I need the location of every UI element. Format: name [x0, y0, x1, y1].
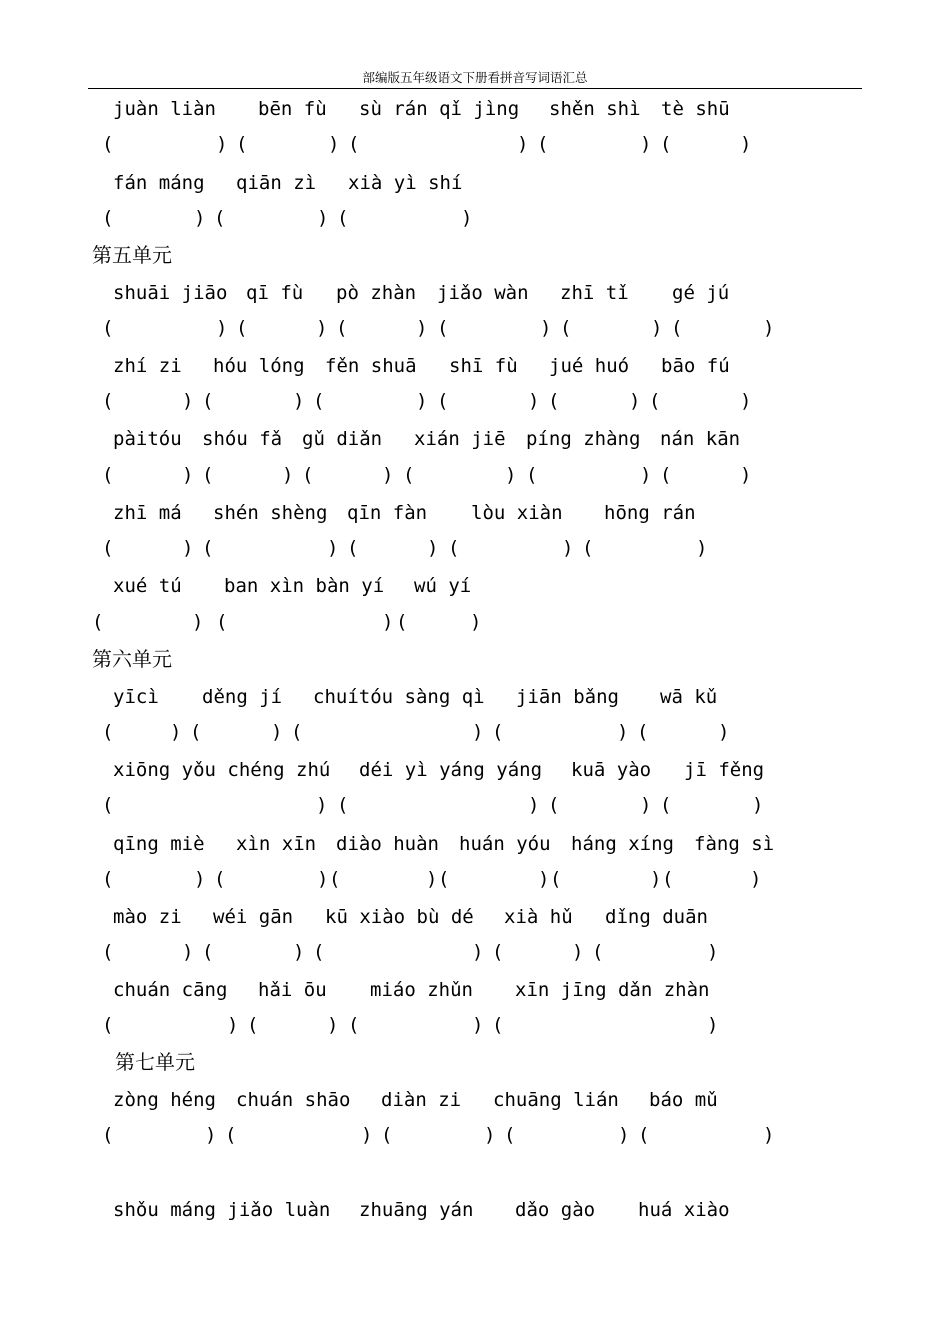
answer-box-close: ) [763, 1124, 775, 1146]
answer-box-close: ) [382, 464, 394, 486]
answer-box-close: ) [472, 941, 484, 963]
pinyin-word: xìn xīn [236, 833, 317, 855]
pinyin-word: zhuāng yán [359, 1199, 474, 1221]
answer-box-close: ) [696, 537, 708, 559]
answer-box-close: ) [293, 941, 305, 963]
pinyin-word: diào huàn [336, 833, 439, 855]
pinyin-word: pàitóu [113, 428, 182, 450]
pinyin-word: dǎo gào [515, 1199, 596, 1221]
answer-box-open: ( [214, 207, 226, 229]
pinyin-word: háng xíng [571, 833, 674, 855]
answer-box-close: ) [182, 464, 194, 486]
answer-box-open: ( [448, 537, 460, 559]
pinyin-word: chuán cāng [113, 979, 228, 1001]
answer-box-close: ) [517, 133, 529, 155]
answer-box-open: ( [438, 868, 450, 890]
pinyin-word: huán yóu [459, 833, 551, 855]
answer-box-open: ( [214, 868, 226, 890]
answer-box-close: ) [707, 1014, 719, 1036]
pinyin-word: zhī má [113, 502, 182, 524]
pinyin-word: xīn jīng dǎn zhàn [515, 979, 710, 1001]
answer-box-close: ) [470, 611, 482, 633]
pinyin-word: juàn liàn [113, 98, 216, 120]
pinyin-word: qī fù [246, 282, 304, 304]
answer-box-close: ) [572, 941, 584, 963]
answer-box-open: ( [396, 611, 408, 633]
answer-box-close: ) [416, 317, 428, 339]
pinyin-word: shěn shì [549, 98, 641, 120]
answer-box-open: ( [102, 868, 114, 890]
pinyin-word: bāo fú [661, 355, 730, 377]
answer-box-close: ) [472, 721, 484, 743]
pinyin-word: shén shèng [213, 502, 328, 524]
pinyin-word: shóu fǎ [202, 428, 283, 450]
answer-box-open: ( [437, 317, 449, 339]
pinyin-word: děng jí [202, 686, 283, 708]
answer-box-open: ( [550, 868, 562, 890]
answer-box-close: ) [640, 794, 652, 816]
pinyin-word: xué tú [113, 575, 182, 597]
pinyin-word: pò zhàn [336, 282, 417, 304]
answer-box-open: ( [671, 317, 683, 339]
answer-box-close: ) [427, 537, 439, 559]
answer-box-open: ( [202, 941, 214, 963]
answer-box-open: ( [381, 1124, 393, 1146]
answer-box-open: ( [638, 1124, 650, 1146]
pinyin-word: xià yì shí [348, 172, 463, 194]
pinyin-word: xiōng yǒu chéng zhú [113, 759, 331, 781]
answer-box-open: ( [313, 941, 325, 963]
answer-box-open: ( [216, 611, 228, 633]
answer-box-close: ) [718, 721, 730, 743]
answer-box-open: ( [291, 721, 303, 743]
answer-box-open: ( [637, 721, 649, 743]
pinyin-word: diàn zi [381, 1089, 462, 1111]
answer-box-open: ( [102, 464, 114, 486]
answer-box-close: ) [316, 317, 328, 339]
pinyin-word: chuítóu sàng qì [313, 686, 485, 708]
answer-box-close: ) [650, 868, 662, 890]
unit-heading: 第七单元 [115, 1050, 195, 1074]
answer-box-open: ( [313, 390, 325, 412]
pinyin-word: tè shū [661, 98, 730, 120]
answer-box-close: ) [617, 721, 629, 743]
pinyin-word: hōng rán [604, 502, 696, 524]
answer-box-close: ) [629, 390, 641, 412]
answer-box-close: ) [205, 1124, 217, 1146]
answer-box-close: ) [327, 537, 339, 559]
pinyin-word: déi yì yáng yáng [359, 759, 543, 781]
pinyin-word: chuán shāo [236, 1089, 351, 1111]
answer-box-open: ( [302, 464, 314, 486]
answer-box-close: ) [194, 207, 206, 229]
answer-box-close: ) [170, 721, 182, 743]
answer-box-open: ( [560, 317, 572, 339]
pinyin-word: wú yí [414, 575, 472, 597]
answer-box-open: ( [190, 721, 202, 743]
answer-box-open: ( [649, 390, 661, 412]
pinyin-word: ban xìn bàn yí [224, 575, 385, 597]
answer-box-open: ( [202, 464, 214, 486]
pinyin-word: gǔ diǎn [302, 428, 383, 450]
answer-box-close: ) [750, 868, 762, 890]
answer-box-close: ) [282, 464, 294, 486]
pinyin-word: xià hǔ [504, 906, 573, 928]
pinyin-word: shuāi jiāo [113, 282, 228, 304]
answer-box-close: ) [328, 133, 340, 155]
answer-box-close: ) [216, 133, 228, 155]
answer-box-close: ) [271, 721, 283, 743]
answer-box-close: ) [505, 464, 517, 486]
answer-box-close: ) [740, 390, 752, 412]
answer-box-close: ) [640, 133, 652, 155]
pinyin-word: huá xiào [638, 1199, 730, 1221]
pinyin-word: bēn fù [258, 98, 327, 120]
pinyin-word: dǐng duān [605, 906, 708, 928]
pinyin-word: fěn shuā [325, 355, 417, 377]
pinyin-word: hǎi ōu [258, 979, 327, 1001]
answer-box-open: ( [548, 390, 560, 412]
answer-box-close: ) [528, 794, 540, 816]
answer-box-close: ) [472, 1014, 484, 1036]
pinyin-word: jué huó [549, 355, 630, 377]
answer-box-close: ) [382, 611, 394, 633]
answer-box-open: ( [492, 1014, 504, 1036]
answer-box-close: ) [327, 1014, 339, 1036]
answer-box-close: ) [317, 207, 329, 229]
answer-box-open: ( [492, 721, 504, 743]
answer-box-open: ( [537, 133, 549, 155]
pinyin-word: chuāng lián [493, 1089, 619, 1111]
pinyin-word: qīn fàn [347, 502, 428, 524]
answer-box-close: ) [182, 537, 194, 559]
answer-box-open: ( [202, 537, 214, 559]
pinyin-word: wā kǔ [660, 686, 718, 708]
answer-box-close: ) [293, 390, 305, 412]
pinyin-word: shǒu máng jiǎo luàn [113, 1199, 331, 1221]
answer-box-open: ( [225, 1124, 237, 1146]
answer-box-open: ( [660, 464, 672, 486]
pinyin-word: zhí zi [113, 355, 182, 377]
answer-box-close: ) [752, 794, 764, 816]
answer-box-open: ( [202, 390, 214, 412]
answer-box-open: ( [492, 941, 504, 963]
answer-box-open: ( [526, 464, 538, 486]
pinyin-word: fàng sì [694, 833, 775, 855]
answer-box-open: ( [337, 207, 349, 229]
pinyin-word: miáo zhǔn [370, 979, 473, 1001]
answer-box-close: ) [618, 1124, 630, 1146]
answer-box-close: ) [316, 794, 328, 816]
answer-box-open: ( [102, 794, 114, 816]
answer-box-close: ) [182, 390, 194, 412]
answer-box-open: ( [582, 537, 594, 559]
answer-box-open: ( [336, 317, 348, 339]
unit-heading: 第六单元 [92, 647, 172, 671]
answer-box-close: ) [182, 941, 194, 963]
pinyin-word: qiān zì [236, 172, 317, 194]
pinyin-word: jiǎo wàn [437, 282, 529, 304]
answer-box-open: ( [348, 1014, 360, 1036]
page-header-title: 部编版五年级语文下册看拼音写词语汇总 [362, 70, 588, 85]
pinyin-word: báo mǔ [649, 1089, 718, 1111]
answer-box-close: ) [640, 464, 652, 486]
answer-box-open: ( [662, 868, 674, 890]
pinyin-word: xián jiē [414, 428, 506, 450]
answer-box-open: ( [247, 1014, 259, 1036]
answer-box-close: ) [194, 868, 206, 890]
answer-box-open: ( [403, 464, 415, 486]
answer-box-close: ) [538, 868, 550, 890]
answer-box-open: ( [337, 794, 349, 816]
answer-box-open: ( [660, 794, 672, 816]
pinyin-word: gé jú [672, 282, 730, 304]
answer-box-open: ( [102, 721, 114, 743]
answer-box-open: ( [504, 1124, 516, 1146]
pinyin-word: yīcì [113, 686, 159, 708]
answer-box-open: ( [347, 537, 359, 559]
answer-box-close: ) [763, 317, 775, 339]
answer-box-close: ) [740, 133, 752, 155]
answer-box-open: ( [92, 611, 104, 633]
pinyin-word: zòng héng [113, 1089, 216, 1111]
answer-box-close: ) [227, 1014, 239, 1036]
answer-box-open: ( [102, 207, 114, 229]
answer-box-close: ) [426, 868, 438, 890]
answer-box-open: ( [102, 1014, 114, 1036]
pinyin-word: píng zhàng [526, 428, 641, 450]
answer-box-close: ) [192, 611, 204, 633]
answer-box-open: ( [102, 1124, 114, 1146]
answer-box-open: ( [102, 317, 114, 339]
pinyin-word: fán máng [113, 172, 205, 194]
answer-box-close: ) [562, 537, 574, 559]
answer-box-close: ) [540, 317, 552, 339]
answer-box-close: ) [528, 390, 540, 412]
pinyin-word: shī fù [449, 355, 518, 377]
answer-box-open: ( [236, 133, 248, 155]
answer-box-close: ) [216, 317, 228, 339]
answer-box-open: ( [592, 941, 604, 963]
pinyin-word: sù rán qǐ jìng [359, 98, 520, 120]
unit-heading: 第五单元 [92, 243, 172, 267]
pinyin-word: lòu xiàn [471, 502, 563, 524]
answer-box-open: ( [348, 133, 360, 155]
answer-box-close: ) [484, 1124, 496, 1146]
answer-box-open: ( [660, 133, 672, 155]
answer-box-close: ) [707, 941, 719, 963]
pinyin-word: jī fěng [684, 759, 765, 781]
answer-box-open: ( [329, 868, 341, 890]
answer-box-close: ) [361, 1124, 373, 1146]
pinyin-word: kū xiào bù dé [325, 906, 474, 928]
pinyin-word: qīng miè [113, 833, 205, 855]
pinyin-word: wéi gān [213, 906, 294, 928]
answer-box-open: ( [102, 941, 114, 963]
answer-box-close: ) [651, 317, 663, 339]
pinyin-word: jiān bǎng [516, 686, 619, 708]
answer-box-close: ) [740, 464, 752, 486]
answer-box-open: ( [548, 794, 560, 816]
answer-box-open: ( [102, 133, 114, 155]
answer-box-open: ( [102, 537, 114, 559]
answer-box-close: ) [416, 390, 428, 412]
answer-box-close: ) [317, 868, 329, 890]
answer-box-close: ) [461, 207, 473, 229]
answer-box-open: ( [102, 390, 114, 412]
page-header [88, 70, 862, 89]
pinyin-word: hóu lóng [213, 355, 305, 377]
pinyin-word: zhī tǐ [560, 282, 629, 304]
pinyin-word: mào zi [113, 906, 182, 928]
pinyin-word: nán kān [660, 428, 741, 450]
pinyin-word: kuā yào [571, 759, 652, 781]
answer-box-open: ( [437, 390, 449, 412]
answer-box-open: ( [236, 317, 248, 339]
